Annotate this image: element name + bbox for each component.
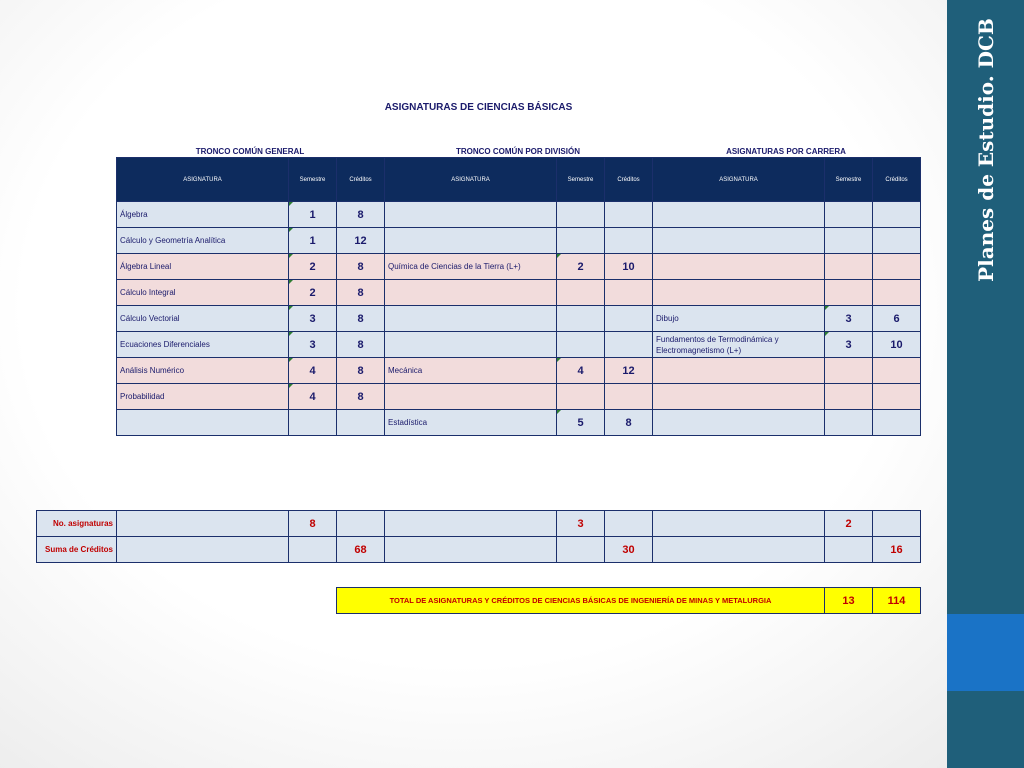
subject-name: Cálculo Integral xyxy=(117,280,289,306)
subject-name xyxy=(385,384,557,410)
table-row xyxy=(117,280,921,306)
total-subjects: 13 xyxy=(825,588,873,614)
semester: 3 xyxy=(825,332,873,358)
table-row xyxy=(117,228,921,254)
subject-name: Fundamentos de Termodinámica y Electromagnetismo (L+) xyxy=(653,332,825,358)
group-tronco-comun-general: TRONCO COMÚN GENERAL xyxy=(195,147,305,156)
table-row xyxy=(117,202,921,228)
credits xyxy=(337,410,385,436)
semester xyxy=(825,410,873,436)
subjects-table xyxy=(116,157,921,436)
subject-name xyxy=(385,280,557,306)
subject-name xyxy=(385,202,557,228)
subject-name xyxy=(653,228,825,254)
column-header: ASIGNATURA xyxy=(653,158,825,202)
semester xyxy=(825,228,873,254)
credits xyxy=(605,202,653,228)
total-row xyxy=(337,588,921,614)
subject-name xyxy=(653,280,825,306)
semester: 3 xyxy=(289,306,337,332)
credits xyxy=(605,332,653,358)
table-title: ASIGNATURAS DE CIENCIAS BÁSICAS xyxy=(384,102,573,113)
table-row xyxy=(117,306,921,332)
credits xyxy=(873,358,921,384)
credits-sum-label: Suma de Créditos xyxy=(37,537,117,563)
table-row xyxy=(117,410,921,436)
header-row xyxy=(117,158,921,202)
semester xyxy=(557,280,605,306)
semester: 1 xyxy=(289,228,337,254)
summary-table xyxy=(36,510,921,563)
sidebar-accent-block xyxy=(947,614,1024,691)
semester xyxy=(557,306,605,332)
column-header: Créditos xyxy=(605,158,653,202)
credits: 8 xyxy=(605,410,653,436)
subject-name: Mecánica xyxy=(385,358,557,384)
subject-name: Ecuaciones Diferenciales xyxy=(117,332,289,358)
credits: 10 xyxy=(605,254,653,280)
credits-sum-row xyxy=(37,537,921,563)
subject-name xyxy=(653,202,825,228)
semester: 4 xyxy=(289,384,337,410)
subject-name: Cálculo y Geometría Analítica xyxy=(117,228,289,254)
subject-name xyxy=(385,332,557,358)
semester xyxy=(825,384,873,410)
subject-name xyxy=(385,306,557,332)
subject-name xyxy=(653,410,825,436)
column-header: Semestre xyxy=(825,158,873,202)
subject-name xyxy=(117,410,289,436)
credits: 8 xyxy=(337,332,385,358)
semester: 2 xyxy=(289,254,337,280)
column-header: Semestre xyxy=(289,158,337,202)
total-label: TOTAL DE ASIGNATURAS Y CRÉDITOS DE CIENCIAS BÁSICAS DE INGENIERÍA DE MINAS Y METALURGIA xyxy=(337,588,825,614)
table-row xyxy=(117,254,921,280)
subject-name: Análisis Numérico xyxy=(117,358,289,384)
column-header: Créditos xyxy=(873,158,921,202)
credits: 8 xyxy=(337,280,385,306)
subject-name xyxy=(385,228,557,254)
credits: 8 xyxy=(337,202,385,228)
credits xyxy=(605,280,653,306)
table-row xyxy=(117,358,921,384)
credits xyxy=(605,228,653,254)
semester xyxy=(825,202,873,228)
credits: 12 xyxy=(605,358,653,384)
semester: 5 xyxy=(557,410,605,436)
semester: 4 xyxy=(289,358,337,384)
group-asignaturas-carrera: ASIGNATURAS POR CARRERA xyxy=(726,147,846,156)
credits xyxy=(873,228,921,254)
count-carrera: 2 xyxy=(825,511,873,537)
credits: 6 xyxy=(873,306,921,332)
semester: 3 xyxy=(289,332,337,358)
credits xyxy=(873,202,921,228)
subject-name: Dibujo xyxy=(653,306,825,332)
credits xyxy=(873,410,921,436)
subject-name xyxy=(653,254,825,280)
subjects-count-row xyxy=(37,511,921,537)
column-header: Semestre xyxy=(557,158,605,202)
credits xyxy=(605,306,653,332)
group-tronco-comun-division: TRONCO COMÚN POR DIVISIÓN xyxy=(455,147,580,156)
subjects-count-label: No. asignaturas xyxy=(37,511,117,537)
subject-name: Álgebra xyxy=(117,202,289,228)
credits xyxy=(605,384,653,410)
semester xyxy=(825,358,873,384)
table-row xyxy=(117,332,921,358)
semester: 2 xyxy=(557,254,605,280)
semester xyxy=(825,254,873,280)
semester: 3 xyxy=(825,306,873,332)
subject-name: Cálculo Vectorial xyxy=(117,306,289,332)
semester xyxy=(557,332,605,358)
subject-name xyxy=(653,384,825,410)
subject-name: Química de Ciencias de la Tierra (L+) xyxy=(385,254,557,280)
credits xyxy=(873,280,921,306)
semester xyxy=(289,410,337,436)
credits: 8 xyxy=(337,306,385,332)
column-header: ASIGNATURA xyxy=(385,158,557,202)
credits-carrera: 16 xyxy=(873,537,921,563)
semester xyxy=(557,202,605,228)
table-row xyxy=(117,384,921,410)
semester: 1 xyxy=(289,202,337,228)
slide-title: Planes de Estudio. DCB xyxy=(973,18,998,282)
semester: 2 xyxy=(289,280,337,306)
credits-general: 68 xyxy=(337,537,385,563)
credits: 12 xyxy=(337,228,385,254)
total-table xyxy=(336,587,921,614)
credits: 8 xyxy=(337,254,385,280)
count-division: 3 xyxy=(557,511,605,537)
semester xyxy=(825,280,873,306)
credits: 10 xyxy=(873,332,921,358)
credits xyxy=(873,384,921,410)
column-header: Créditos xyxy=(337,158,385,202)
subject-name: Estadística xyxy=(385,410,557,436)
credits: 8 xyxy=(337,384,385,410)
semester xyxy=(557,228,605,254)
column-header: ASIGNATURA xyxy=(117,158,289,202)
total-credits: 114 xyxy=(873,588,921,614)
semester xyxy=(557,384,605,410)
semester: 4 xyxy=(557,358,605,384)
count-general: 8 xyxy=(289,511,337,537)
subject-name xyxy=(653,358,825,384)
credits xyxy=(873,254,921,280)
credits-division: 30 xyxy=(605,537,653,563)
subject-name: Probabilidad xyxy=(117,384,289,410)
subject-name: Álgebra Lineal xyxy=(117,254,289,280)
credits: 8 xyxy=(337,358,385,384)
